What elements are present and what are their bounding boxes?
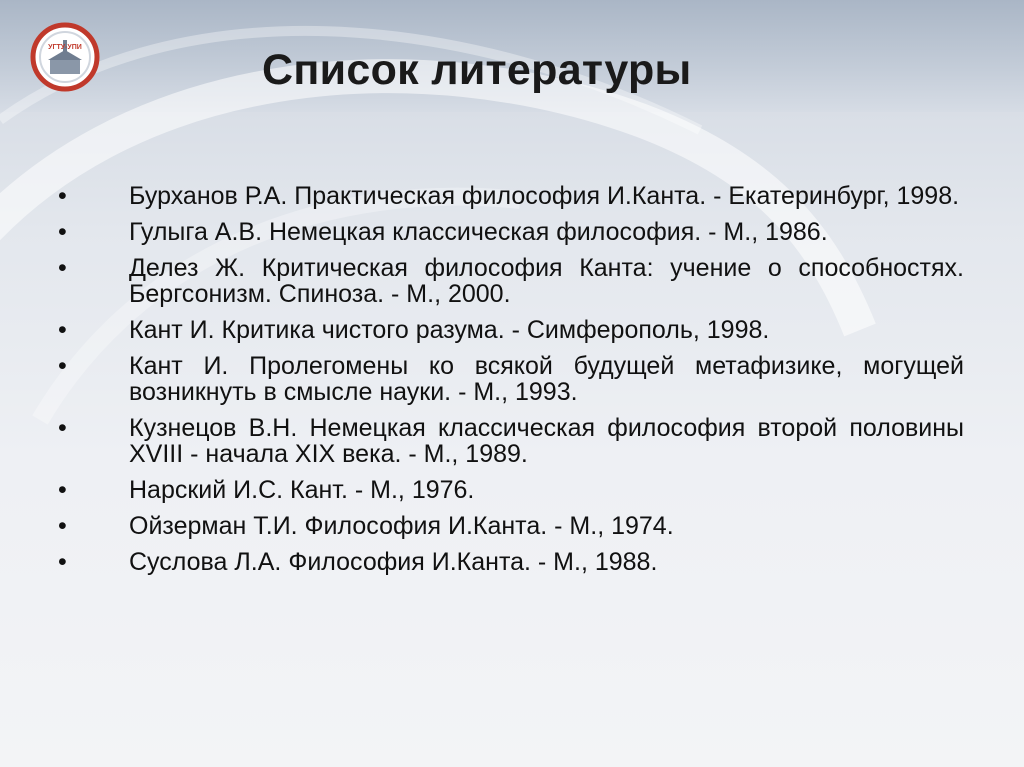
reference-text: Кант И. Пролегомены ко всякой будущей метафизике, могущей возникнуть в смысле науки. - М., 1993. xyxy=(129,352,964,406)
list-item xyxy=(58,317,964,343)
reference-text: Бурханов Р.А. Практическая философия И.Канта. - Екатеринбург, 1998. xyxy=(129,182,960,210)
reference-text: Ойзерман Т.И. Философия И.Канта. - М., 1974. xyxy=(129,512,674,540)
list-item xyxy=(58,219,964,245)
reference-text: Кузнецов В.Н. Немецкая классическая философия второй половины XVIII - начала XIX века. - М., 1989. xyxy=(129,414,964,468)
reference-text: Гулыга А.В. Немецкая классическая философия. - М., 1986. xyxy=(129,218,828,246)
bullet-icon: • xyxy=(58,548,67,576)
bullet-icon: • xyxy=(58,254,67,282)
slide-title: Список литературы xyxy=(262,46,692,94)
bullet-icon: • xyxy=(58,414,67,442)
list-item xyxy=(58,353,964,405)
bullet-icon: • xyxy=(58,218,67,246)
list-item xyxy=(58,183,964,209)
bullet-icon: • xyxy=(58,352,67,380)
bullet-icon: • xyxy=(58,316,67,344)
reference-text: Нарский И.С. Кант. - М., 1976. xyxy=(129,476,475,504)
reference-text: Кант И. Критика чистого разума. - Симферополь, 1998. xyxy=(129,316,770,344)
reference-text: Делез Ж. Критическая философия Канта: учение о способностях. Бергсонизм. Спиноза. - М., 2000. xyxy=(129,254,964,308)
list-item xyxy=(58,415,964,467)
bullet-icon: • xyxy=(58,182,67,210)
university-logo-icon xyxy=(30,22,100,92)
bullet-icon: • xyxy=(58,476,67,504)
reference-list xyxy=(58,183,964,585)
reference-text: Суслова Л.А. Философия И.Канта. - М., 1988. xyxy=(129,548,658,576)
list-item xyxy=(58,549,964,575)
svg-text:УГТУ-УПИ: УГТУ-УПИ xyxy=(48,44,82,51)
list-item xyxy=(58,477,964,503)
bullet-icon: • xyxy=(58,512,67,540)
list-item xyxy=(58,513,964,539)
list-item xyxy=(58,255,964,307)
